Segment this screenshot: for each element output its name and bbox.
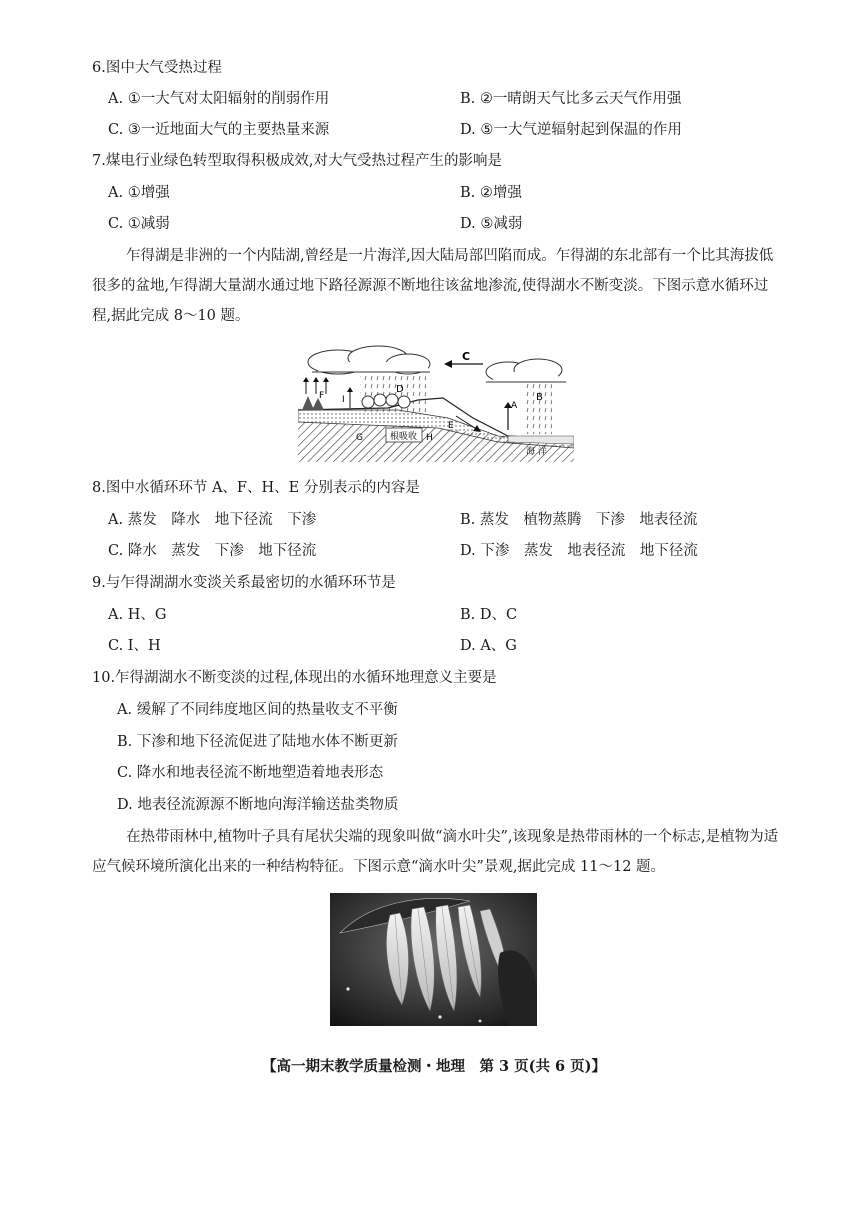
q9-option-c: C. I、H (108, 638, 161, 654)
passage-drip-tip: 在热带雨林中,植物叶子具有尾状尖端的现象叫做“滴水叶尖”,该现象是热带雨林的一个标志,是植物为适应气候环境所演化出来的一种结构特征。下图示意“滴水叶尖”景观,据此完成 11～12 题。 (92, 829, 779, 875)
drip-tip-leaves-photo (330, 893, 537, 1026)
q7-option-a: A. ①增强 (108, 185, 170, 201)
q6-option-b: B. ②一晴朗天气比多云天气作用强 (460, 91, 682, 107)
q10-option-c: C. 降水和地表径流不断地塑造着地表形态 (117, 765, 384, 781)
q7-option-d: D. ⑤减弱 (460, 216, 523, 232)
q9-option-b: B. D、C (460, 607, 518, 623)
label-e: E (448, 421, 454, 431)
q6-stem: 6.图中大气受热过程 (92, 60, 222, 76)
q6-option-c: C. ③一近地面大气的主要热量来源 (108, 122, 330, 138)
q10-option-d: D. 地表径流源源不断地向海洋输送盐类物质 (117, 797, 399, 813)
q8-option-b: B. 蒸发 植物蒸腾 下渗 地表径流 (460, 512, 698, 528)
page-footer: 【高一期末教学质量检测・地理 第 3 页(共 6 页)】 (261, 1058, 607, 1075)
q8-option-d: D. 下渗 蒸发 地表径流 地下径流 (460, 543, 698, 559)
label-b: B (536, 392, 543, 403)
q8-option-c: C. 降水 蒸发 下渗 地下径流 (108, 543, 317, 559)
right-cloud (486, 359, 566, 382)
q9-option-a: A. H、G (108, 607, 167, 623)
label-a: A (511, 401, 518, 411)
label-g: G (356, 433, 363, 443)
q6-option-a: A. ①一大气对太阳辐射的削弱作用 (108, 91, 330, 107)
label-roots: 根吸收 (390, 432, 418, 442)
q10-option-b: B. 下渗和地下径流促进了陆地水体不断更新 (117, 734, 398, 750)
left-cloud (308, 346, 430, 374)
label-f: F (319, 391, 325, 401)
q10-option-a: A. 缓解了不同纬度地区间的热量收支不平衡 (117, 702, 398, 718)
label-i: I (342, 395, 345, 405)
label-h: H (426, 433, 433, 443)
q9-option-d: D. A、G (460, 638, 517, 654)
q9-stem: 9.与乍得湖湖水变淡关系最密切的水循环环节是 (92, 575, 396, 591)
q6-option-d: D. ⑤一大气逆辐射起到保温的作用 (460, 122, 682, 138)
label-d: D (396, 384, 404, 395)
q8-stem: 8.图中水循环环节 A、F、H、E 分别表示的内容是 (92, 480, 420, 496)
q8-option-a: A. 蒸发 降水 地下径流 下渗 (108, 512, 317, 528)
label-ocean: 海 洋 (526, 447, 547, 457)
q7-stem: 7.煤电行业绿色转型取得积极成效,对大气受热过程产生的影响是 (92, 153, 502, 169)
q7-option-c: C. ①减弱 (108, 216, 170, 232)
passage-chad-lake: 乍得湖是非洲的一个内陆湖,曾经是一片海洋,因大陆局部凹陷而成。乍得湖的东北部有一个比其海拔低很多的盆地,乍得湖大量湖水通过地下路径源源不断地往该盆地渗流,使得湖水不断变淡。下图示意水循环过程,据此完成 8～10 题。 (92, 248, 774, 324)
q10-stem: 10.乍得湖湖水不断变淡的过程,体现出的水循环地理意义主要是 (92, 670, 497, 686)
q7-option-b: B. ②增强 (460, 185, 522, 201)
label-c: C (462, 350, 471, 363)
water-cycle-diagram (298, 344, 574, 462)
